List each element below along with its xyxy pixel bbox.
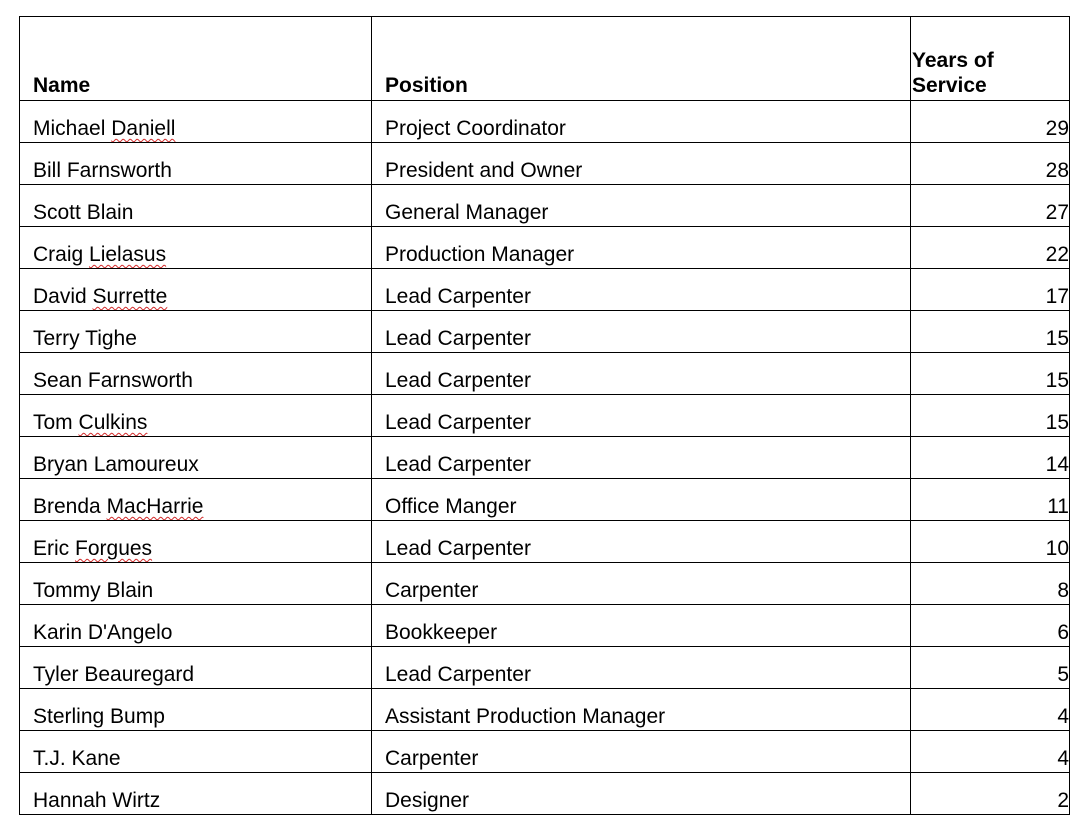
years-of-service-cell[interactable]: 4 <box>911 689 1070 731</box>
header-position[interactable]: Position <box>372 17 911 101</box>
employee-first-name: Karin <box>33 621 83 644</box>
employee-position-cell[interactable]: Lead Carpenter <box>372 269 911 311</box>
employee-name-cell[interactable] <box>20 773 372 815</box>
employee-last-name: Bump <box>110 705 165 728</box>
employee-first-name: Sterling <box>33 705 105 728</box>
employee-position-cell[interactable]: Lead Carpenter <box>372 437 911 479</box>
table-row <box>20 773 1070 815</box>
table-row <box>20 269 1070 311</box>
employee-name-cell[interactable] <box>20 227 372 269</box>
employee-position-cell[interactable]: Lead Carpenter <box>372 395 911 437</box>
employee-name-cell[interactable] <box>20 353 372 395</box>
employee-first-name: Eric <box>33 537 70 560</box>
employee-first-name: Hannah <box>33 789 107 812</box>
employee-position-cell[interactable]: Assistant Production Manager <box>372 689 911 731</box>
employee-name-cell[interactable] <box>20 563 372 605</box>
header-name[interactable]: Name <box>20 17 372 101</box>
employee-position-cell[interactable]: General Manager <box>372 185 911 227</box>
employee-last-name: Lamoureux <box>93 453 199 476</box>
employee-last-name: Blain <box>106 579 154 602</box>
header-years-of-service[interactable]: Years of Service <box>911 17 1070 101</box>
table-row <box>20 647 1070 689</box>
employee-first-name: Bryan <box>33 453 88 476</box>
table-row <box>20 227 1070 269</box>
employee-last-name: D'Angelo <box>87 621 173 644</box>
employee-last-name: Daniell <box>111 117 176 140</box>
table-row <box>20 521 1070 563</box>
employee-first-name: Tom <box>33 411 73 434</box>
employee-last-name: Forgues <box>75 537 153 560</box>
employee-name-cell[interactable] <box>20 647 372 689</box>
employee-position-cell[interactable]: Production Manager <box>372 227 911 269</box>
table-row <box>20 605 1070 647</box>
years-of-service-cell[interactable]: 4 <box>911 731 1070 773</box>
employee-last-name: Farnsworth <box>66 159 172 182</box>
years-of-service-cell[interactable]: 29 <box>911 101 1070 143</box>
employee-position-cell[interactable]: Lead Carpenter <box>372 311 911 353</box>
employee-last-name: Beauregard <box>84 663 195 686</box>
table-row <box>20 479 1070 521</box>
table-row <box>20 353 1070 395</box>
employee-first-name: Brenda <box>33 495 101 518</box>
employee-position-cell[interactable]: Bookkeeper <box>372 605 911 647</box>
employee-position-cell[interactable]: Lead Carpenter <box>372 353 911 395</box>
employee-first-name: Scott <box>33 201 81 224</box>
table-row <box>20 143 1070 185</box>
table-row <box>20 311 1070 353</box>
employee-name-cell[interactable] <box>20 605 372 647</box>
employee-last-name: Tighe <box>85 327 137 350</box>
years-of-service-cell[interactable]: 22 <box>911 227 1070 269</box>
employee-name-cell[interactable] <box>20 101 372 143</box>
employee-first-name: Bill <box>33 159 62 182</box>
employee-last-name: Blain <box>86 201 134 224</box>
employee-name-cell[interactable] <box>20 185 372 227</box>
staff-table <box>19 16 1070 815</box>
employee-last-name: Surrette <box>92 285 168 308</box>
employee-last-name: Culkins <box>78 411 148 434</box>
employee-name-cell[interactable] <box>20 437 372 479</box>
employee-first-name: Craig <box>33 243 84 266</box>
staff-table-body <box>20 17 1070 815</box>
years-of-service-cell[interactable]: 10 <box>911 521 1070 563</box>
employee-last-name: MacHarrie <box>106 495 204 518</box>
header-row <box>20 17 1070 101</box>
employee-last-name: Lielasus <box>89 243 167 266</box>
employee-name-cell[interactable] <box>20 143 372 185</box>
employee-position-cell[interactable]: Designer <box>372 773 911 815</box>
employee-position-cell[interactable]: President and Owner <box>372 143 911 185</box>
years-of-service-cell[interactable]: 11 <box>911 479 1070 521</box>
employee-first-name: Terry <box>33 327 80 350</box>
employee-last-name: Farnsworth <box>87 369 193 392</box>
years-of-service-cell[interactable]: 8 <box>911 563 1070 605</box>
table-row <box>20 731 1070 773</box>
years-of-service-cell[interactable]: 14 <box>911 437 1070 479</box>
employee-position-cell[interactable]: Office Manger <box>372 479 911 521</box>
years-of-service-cell[interactable]: 17 <box>911 269 1070 311</box>
employee-first-name: Michael <box>33 117 106 140</box>
table-row <box>20 101 1070 143</box>
employee-name-cell[interactable] <box>20 521 372 563</box>
employee-name-cell[interactable] <box>20 479 372 521</box>
employee-position-cell[interactable]: Project Coordinator <box>372 101 911 143</box>
years-of-service-cell[interactable]: 2 <box>911 773 1070 815</box>
years-of-service-cell[interactable]: 5 <box>911 647 1070 689</box>
years-of-service-cell[interactable]: 15 <box>911 395 1070 437</box>
table-row <box>20 563 1070 605</box>
employee-name-cell[interactable] <box>20 269 372 311</box>
table-row <box>20 395 1070 437</box>
employee-last-name: Kane <box>71 747 121 770</box>
years-of-service-cell[interactable]: 6 <box>911 605 1070 647</box>
employee-position-cell[interactable]: Carpenter <box>372 563 911 605</box>
employee-name-cell[interactable] <box>20 689 372 731</box>
employee-first-name: Tommy <box>33 579 101 602</box>
table-row <box>20 689 1070 731</box>
employee-name-cell[interactable] <box>20 311 372 353</box>
employee-name-cell[interactable] <box>20 731 372 773</box>
employee-position-cell[interactable]: Lead Carpenter <box>372 521 911 563</box>
employee-last-name: Wirtz <box>112 789 161 812</box>
table-row <box>20 437 1070 479</box>
table-row <box>20 185 1070 227</box>
employee-position-cell[interactable]: Lead Carpenter <box>372 647 911 689</box>
years-of-service-cell[interactable]: 15 <box>911 353 1070 395</box>
employee-position-cell[interactable]: Carpenter <box>372 731 911 773</box>
years-of-service-cell[interactable]: 28 <box>911 143 1070 185</box>
employee-first-name: Tyler <box>33 663 79 686</box>
employee-first-name: David <box>33 285 87 308</box>
employee-name-cell[interactable] <box>20 395 372 437</box>
years-of-service-cell[interactable]: 15 <box>911 311 1070 353</box>
years-of-service-cell[interactable]: 27 <box>911 185 1070 227</box>
employee-first-name: Sean <box>33 369 83 392</box>
employee-first-name: T.J. <box>33 747 66 770</box>
